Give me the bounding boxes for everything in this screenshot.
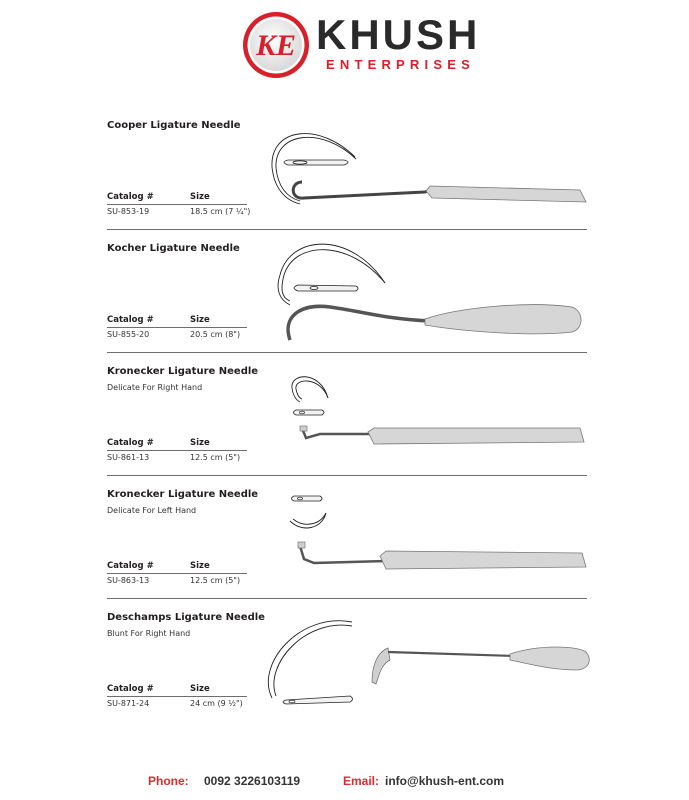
catalog-number: SU-855-20 [107, 330, 150, 339]
email-link[interactable]: info@khush-ent.com [385, 774, 505, 788]
catalog-header-row [107, 192, 247, 205]
product-title: Kronecker Ligature Needle [107, 489, 259, 500]
product-subtitle: Delicate For Left Hand [107, 506, 197, 515]
product-title: Kocher Ligature Needle [107, 243, 240, 254]
phone-number[interactable]: 0092 3226103119 [204, 774, 301, 788]
size-label: Size [190, 315, 210, 325]
product-kronecker-left [0, 481, 689, 604]
email-label: Email: [343, 774, 380, 788]
kronecker-right-illustration [260, 358, 600, 481]
product-title: Deschamps Ligature Needle [107, 612, 265, 623]
section-divider [107, 475, 587, 476]
catalog-label: Catalog # [107, 438, 154, 448]
size-label: Size [190, 561, 210, 571]
deschamps-needle-illustration [260, 604, 600, 727]
product-subtitle: Blunt For Right Hand [107, 629, 191, 638]
brand-subtitle: ENTERPRISES [326, 57, 475, 72]
catalog-number: SU-863-13 [107, 576, 150, 585]
cooper-needle-illustration [260, 112, 600, 235]
catalog-header-row [107, 438, 247, 451]
catalog-number: SU-871-24 [107, 699, 150, 708]
catalog-label: Catalog # [107, 192, 154, 202]
product-subtitle: Delicate For Right Hand [107, 383, 203, 392]
product-kocher [0, 235, 689, 358]
section-divider [107, 352, 587, 353]
product-deschamps [0, 604, 689, 727]
catalog-label: Catalog # [107, 315, 154, 325]
catalog-number: SU-861-13 [107, 453, 150, 462]
size-value: 12.5 cm (5") [190, 576, 241, 585]
product-title: Cooper Ligature Needle [107, 120, 241, 131]
header [0, 0, 689, 100]
catalog-label: Catalog # [107, 684, 154, 694]
product-cooper [0, 112, 689, 235]
catalog-header-row [107, 561, 247, 574]
section-divider [107, 229, 587, 230]
catalog-header-row [107, 315, 247, 328]
section-divider [107, 598, 587, 599]
kocher-needle-illustration [260, 235, 600, 358]
catalog-header-row [107, 684, 247, 697]
size-value: 12.5 cm (5") [190, 453, 241, 462]
size-value: 20.5 cm (8") [190, 330, 241, 339]
product-kronecker-right [0, 358, 689, 481]
catalog-label: Catalog # [107, 561, 154, 571]
logo-text: KE [255, 29, 297, 62]
footer-contact [0, 772, 689, 792]
brand-name: KHUSH [316, 11, 481, 58]
size-value: 18.5 cm (7 ¼") [190, 207, 251, 216]
size-label: Size [190, 684, 210, 694]
phone-label: Phone: [148, 774, 189, 788]
catalog-number: SU-853-19 [107, 207, 150, 216]
logo-badge-icon [241, 10, 311, 80]
size-value: 24 cm (9 ½") [190, 699, 243, 708]
product-title: Kronecker Ligature Needle [107, 366, 259, 377]
size-label: Size [190, 438, 210, 448]
kronecker-left-illustration [260, 481, 600, 604]
size-label: Size [190, 192, 210, 202]
